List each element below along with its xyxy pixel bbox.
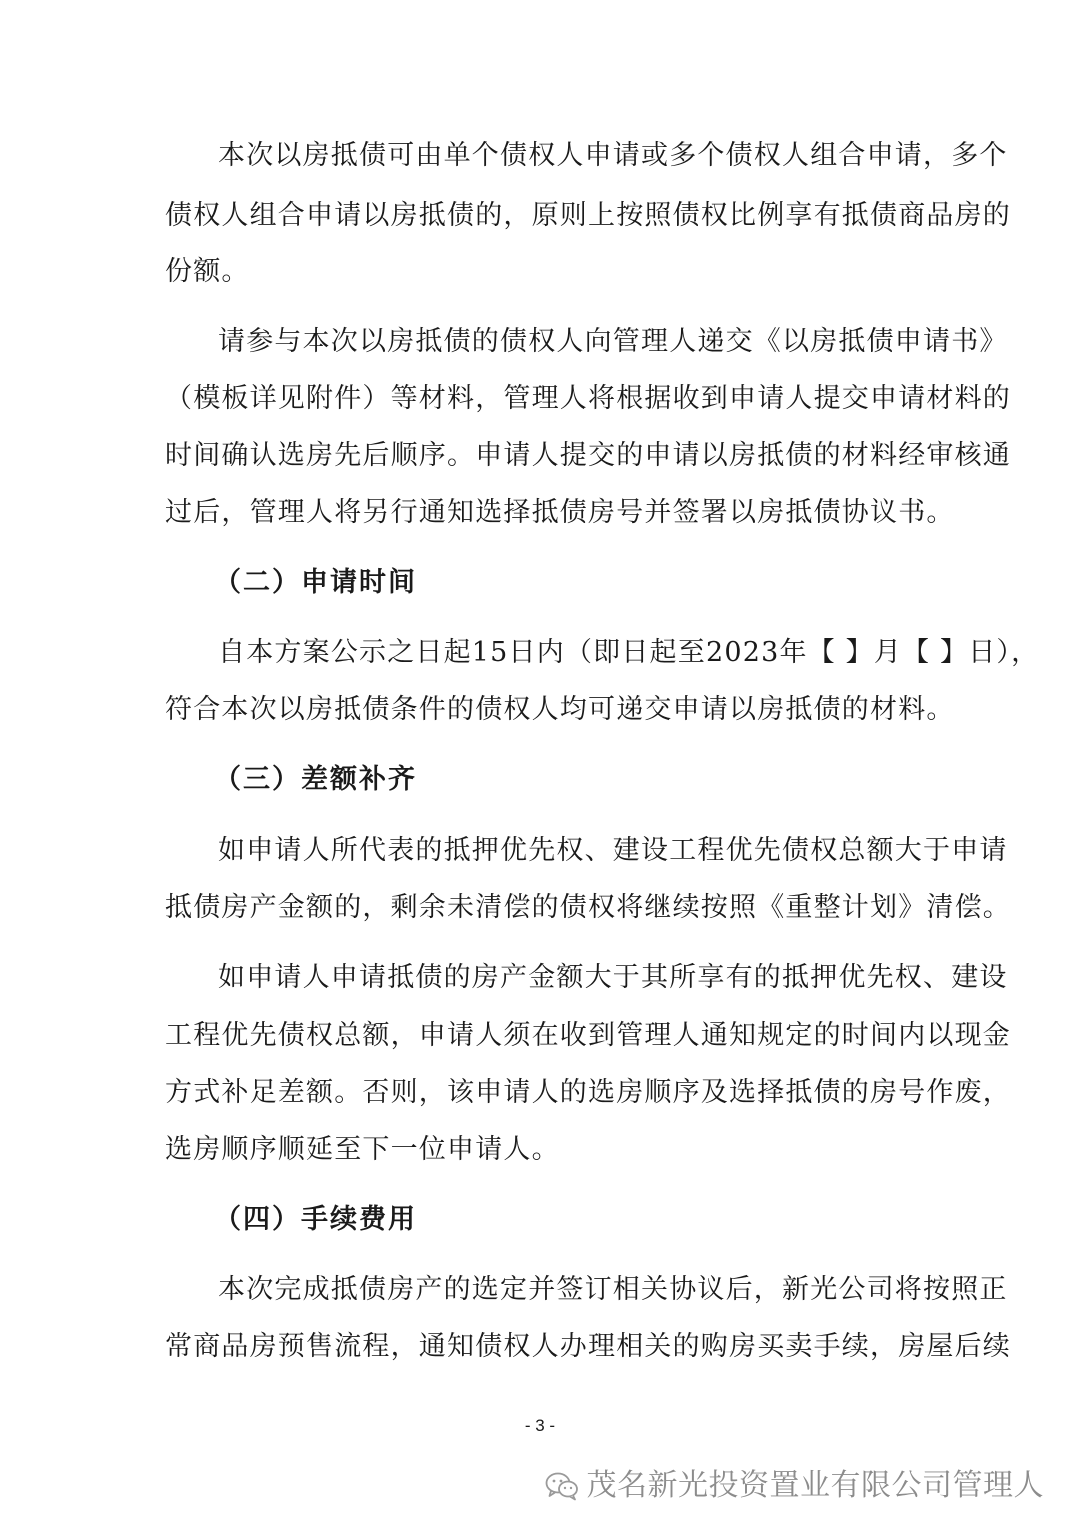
paragraph-line: 时间确认选房先后顺序。申请人提交的申请以房抵债的材料经审核通 bbox=[165, 440, 1011, 471]
paragraph-line: 如申请人所代表的抵押优先权、建设工程优先债权总额大于申请 bbox=[218, 835, 1008, 866]
paragraph-line: 自本方案公示之日起15日内（即日起至2023年【 】月【 】日）， bbox=[218, 637, 1040, 668]
paragraph-line: 份额。 bbox=[165, 256, 250, 287]
paragraph-line: 债权人组合申请以房抵债的，原则上按照债权比例享有抵债商品房的 bbox=[165, 200, 1011, 231]
watermark-text: 茂名新光投资置业有限公司管理人 bbox=[586, 1468, 1044, 1503]
section-heading: （二）申请时间 bbox=[214, 567, 417, 598]
paragraph-line: 符合本次以房抵债条件的债权人均可递交申请以房抵债的材料。 bbox=[165, 694, 955, 725]
paragraph-line: 本次以房抵债可由单个债权人申请或多个债权人组合申请，多个 bbox=[218, 140, 1008, 171]
paragraph-line: 抵债房产金额的，剩余未清偿的债权将继续按照《重整计划》清偿。 bbox=[165, 892, 1011, 923]
paragraph-line: 方式补足差额。否则，该申请人的选房顺序及选择抵债的房号作废， bbox=[165, 1077, 1011, 1108]
paragraph-line: （模板详见附件）等材料，管理人将根据收到申请人提交申请材料的 bbox=[165, 383, 1011, 414]
wechat-icon bbox=[545, 1471, 579, 1501]
paragraph-line: 本次完成抵债房产的选定并签订相关协议后，新光公司将按照正 bbox=[218, 1274, 1008, 1305]
paragraph-line: 请参与本次以房抵债的债权人向管理人递交《以房抵债申请书》 bbox=[218, 326, 1008, 357]
paragraph-line: 如申请人申请抵债的房产金额大于其所享有的抵押优先权、建设 bbox=[218, 962, 1008, 993]
paragraph-line: 工程优先债权总额，申请人须在收到管理人通知规定的时间内以现金 bbox=[165, 1020, 1011, 1051]
paragraph-line: 常商品房预售流程，通知债权人办理相关的购房买卖手续，房屋后续 bbox=[165, 1331, 1011, 1362]
paragraph-line: 选房顺序顺延至下一位申请人。 bbox=[165, 1134, 560, 1165]
watermark bbox=[545, 1466, 1045, 1506]
page-number: - 3 - bbox=[524, 1416, 556, 1435]
paragraph-line: 过后，管理人将另行通知选择抵债房号并签署以房抵债协议书。 bbox=[165, 497, 955, 528]
section-heading: （四）手续费用 bbox=[214, 1204, 417, 1235]
section-heading: （三）差额补齐 bbox=[214, 764, 417, 795]
